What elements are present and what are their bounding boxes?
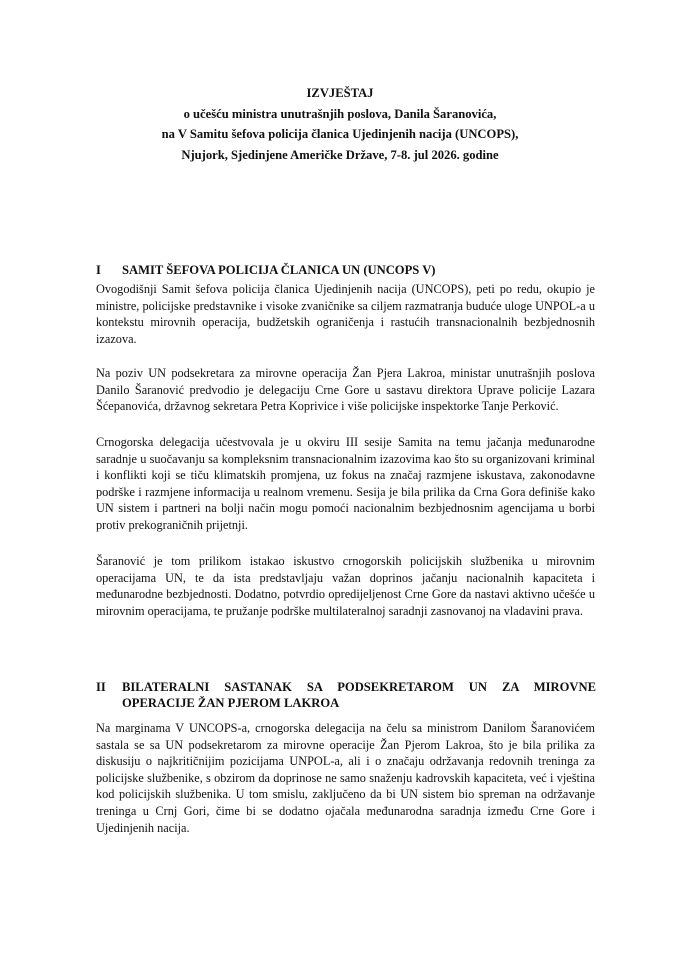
section-1-paragraph-3: Crnogorska delegacija učestvovala je u okviru III sesije Samita na temu jačanja međunarodne saradnje u suočavanju sa kompleksnim transnacionalnim izazovima kao što su organizovani kriminal i konflikti koji se tiču klimatskih promjena, uz fokus na značaj razmjene iskustava, zakonodavne podrške i razmjene informacija u realnom vremenu. Sesija je bila prilika da Crna Gora definiše kako UN sistem i partneri na bolji način mogu pomoći nacionalnim bezbjednosnim agencijama u borbi protiv prekograničnih prijetnji.: [96, 435, 595, 532]
section-1-number: I: [96, 263, 101, 277]
section-2-title: [122, 679, 596, 711]
section-2-title-line-2: OPERACIJE ŽAN PJEROM LAKROA: [122, 696, 340, 710]
report-subtitle-line-1: o učešću ministra unutrašnjih poslova, Danila Šaranovića,: [183, 106, 497, 121]
report-title-block: [70, 83, 610, 165]
report-subtitle-line-2: na V Samitu šefova policija članica Ujedinjenih nacija (UNCOPS),: [161, 127, 519, 141]
section-2-paragraph-1: Na marginama V UNCOPS-a, crnogorska delegacija na čelu sa ministrom Danilom Šaranovićem sastala se sa UN podsekretarom za mirovne operacije Žan Pjerom Lakroa, što je bila prilika za diskusiju o najkritičnijim pozicijama UNPOL-a, ali i o značaju održavanja redovnih treninga za policijske službenike, s obzirom da doprinose ne samo snaženju kadrovskih kapaciteta, već i vještina kod policijskih službenika. U tom smislu, zaključeno da bi UN sistem bio spreman na održavanje treninga u Crnj Gori, čime bi se dodatno ojačala međunarodna saradnja između Crne Gore i Ujedinjenih nacija.: [96, 721, 595, 835]
section-2-number: II: [96, 680, 106, 694]
section-1-paragraph-4: Šaranović je tom prilikom istakao iskustvo crnogorskih policijskih službenika u mirovnim operacijama UN, te da ista predstavljaju važan doprinos jačanju nacionalnih kapaciteta i međunarodne bezbjednosti. Dodatno, potvrdio opredijeljenost Crne Gore da nastavi aktivno učešće u mirovnim operacijama, te pružanje podrške multilateralnoj saradnji zasnovanoj na vladavini prava.: [96, 554, 595, 618]
section-2-title-line-1: BILATERALNI SASTANAK SA PODSEKRETAROM UN ZA MIROVNE: [122, 680, 596, 694]
report-subtitle-line-3: Njujork, Sjedinjene Američke Države, 7-8. jul 2026. godine: [181, 147, 499, 162]
section-1-title: SAMIT ŠEFOVA POLICIJA ČLANICA UN (UNCOPS V): [122, 263, 436, 277]
section-1-paragraph-2: Na poziv UN podsekretara za mirovne operacija Žan Pjera Lakroa, ministar unutrašnjih poslova Danilo Šaranović predvodio je delegaciju Crne Gore u sastavu direktora Uprave policije Lazara Šćepanovića, državnog sekretara Petra Koprivice i više policijske inspektorke Tanje Perković.: [96, 366, 595, 414]
section-1-paragraph-1: Ovogodišnji Samit šefova policija članica Ujedinjenih nacija (UNCOPS), peti po redu, okupio je ministre, policijske predstavnike i visoke zvaničnike sa ciljem razmatranja buduće uloge UNPOL-a u kontekstu mirovnih operacija, budžetskih ograničenja i rastućih transnacionalnih bezbjednosnih izazova.: [96, 282, 595, 346]
report-title: IZVJEŠTAJ: [306, 86, 374, 100]
